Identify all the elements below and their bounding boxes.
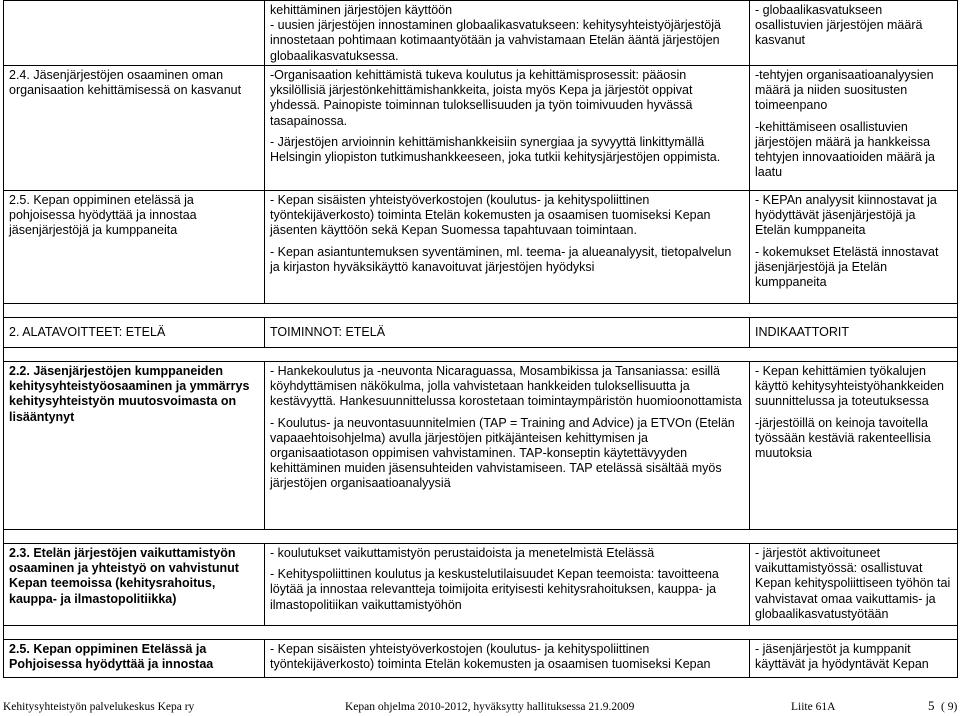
table-row [4,640,958,678]
activity-text: - Koulutus- ja neuvontasuunnitelmien (TAP = Training and Advice) ja ETVOn (Etelän vapaaehtoisohjelma) avulla järjestöjen pitkäjänteisen kehittymisen ja organisaatiotason oppimisen vahvistaminen. TAP-konseptin käytettävyyden kehittäminen muiden jäsensuhteiden vahvistamiseen. TAP etelässä sisältää myös järjestöjen organisaatioanalyysiä [270,415,735,491]
activity-text: - Järjestöjen arvioinnin kehittämishankkeisiin synergiaa ja syvyyttä linkittymällä Helsingin yliopiston tutkimushankkeeseen, joka tutkii kehitysjärjestöjen oppimista. [270,134,721,165]
header-activities: TOIMINNOT: ETELÄ [265,318,750,348]
indicators-cell [750,640,958,678]
activities-cell [265,191,750,304]
goal-cell [4,544,265,626]
footer-page-number: 5 [928,698,935,713]
indicators-cell [750,1,958,66]
table-row [4,1,958,66]
activity-text: - Kepan asiantuntemuksen syventäminen, ml. teema- ja alueanalyysit, tietopalvelun ja kirjaston hyväksikäyttö kanavoituvat järjestöjen hyödyksi [270,244,732,274]
spacer-row [4,348,958,362]
goal-cell [4,1,265,66]
table-row [4,544,958,626]
indicators-cell [750,66,958,191]
indicator-text: -kehittämiseen osallistuvien järjestöjen määrä ja hankkeissa tehtyjen innovaatioiden määrä ja laatu [755,119,935,180]
footer-appendix: Liite 61A [791,701,836,713]
activities-cell [265,640,750,678]
goal-text: 2.2. Jäsenjärjestöjen kumppaneiden kehitysyhteistyöosaaminen ja ymmärrys kehitysyhteistyön muutosvoimasta on lisääntynyt [9,364,250,424]
header-goals: 2. ALATAVOITTEET: ETELÄ [4,318,265,348]
goal-cell [4,640,265,678]
activity-text: - Kepan sisäisten yhteistyöverkostojen (koulutus- ja kehityspoliittinen työntekijäverkosto) toiminta Etelän kokemusten ja osaamisen tuomiseksi Kepan [270,642,711,672]
table-row [4,66,958,191]
indicator-text: - KEPAn analyysit kiinnostavat ja hyödyttävät jäsenjärjestöjä ja Etelän kumppaneita [755,193,937,238]
goal-text: 2.5. Kepan oppiminen Etelässä ja Pohjoisessa hyödyttää ja innostaa [9,642,214,672]
goal-cell [4,66,265,191]
program-table [3,0,958,678]
indicator-text: - Kepan kehittämien työkalujen käyttö kehitysyhteistyöhankkeiden suunnittelussa ja toteutuksessa [755,364,944,409]
indicator-text: -järjestöillä on keinoja tavoitella työssään kestäviä rakenteellisia muutoksia [755,415,931,461]
indicator-text: -tehtyjen organisaatioanalyysien määrä ja niiden suositusten toimeenpano [755,68,934,113]
spacer-row [4,626,958,640]
table-gap [4,304,958,318]
goal-text: 2.4. Jäsenjärjestöjen osaaminen oman organisaation kehittämisessä on kasvanut [9,68,242,98]
activities-cell [265,1,750,66]
activity-text: -Organisaation kehittämistä tukeva koulutus ja kehittämisprosessit: pääosin yksilöllisiä järjestönkehittämishankkeita, joista myös Kepa ja järjestöt oppivat yhdessä. Painopiste toiminnan tuloksellisuuden ja työn toimivuuden hyvässä tasapainossa. [270,68,693,128]
indicator-text: - jäsenjärjestöt ja kumppanit käyttävät ja hyödyntävät Kepan [755,642,929,672]
header-indicators: INDIKAATTORIT [750,318,958,348]
indicators-cell [750,544,958,626]
section-header-row [4,318,958,348]
activity-text: - Kehityspoliittinen koulutus ja keskustelutilaisuudet Kepan teemoista: tavoitteena löytää ja innostaa relevantteja toimijoita erityisesti kehitysrahoituksen, kauppa- ja ilmastopolitiikan vaikuttamistyöhön [270,567,719,612]
table-gap [4,348,958,362]
footer-page-total: ( 9) [941,701,958,713]
activity-text: kehittäminen järjestöjen käyttöön - uusien järjestöjen innostaminen globaalikasvatukseen: kehitysyhteistyöjärjestöjä innostetaan pohtimaan kotimaantyötään ja vahvistamaan Etelän ääntä järjestöjen globaalikasvatuksessa. [270,3,721,63]
activity-text: - koulutukset vaikuttamistyön perustaidoista ja menetelmistä Etelässä [270,546,655,560]
spacer-row [4,530,958,544]
indicator-text: - kokemukset Etelästä innostavat jäsenjärjestöjä ja Etelän kumppaneita [755,244,939,290]
table-row [4,362,958,530]
goal-cell [4,191,265,304]
goal-text: 2.3. Etelän järjestöjen vaikuttamistyön osaaminen ja yhteistyö on vahvistunut Kepan teemoissa (kehitysrahoitus, kauppa- ja ilmastopolitiikka) [9,546,239,606]
footer-organization: Kehitysyhteistyön palvelukeskus Kepa ry [3,701,195,713]
activities-cell [265,66,750,191]
indicators-cell [750,191,958,304]
activity-text: - Kepan sisäisten yhteistyöverkostojen (koulutus- ja kehityspoliittinen työntekijäverkosto) toiminta Etelän kokemusten ja osaamisen tuomiseksi Kepan jäsenten käyttöön sekä Kepan Suomessa tapahtuvaan toimintaan. [270,193,711,238]
table-row [4,191,958,304]
indicators-cell [750,362,958,530]
page-footer [3,696,957,714]
indicator-text: - järjestöt aktivoituneet vaikuttamistyössä: osallistuvat Kepan kehityspoliittiseen työhön tai vahvistavat omaa vaikuttamis- ja globaalikasvatustyötään [755,546,951,621]
goal-text: 2.5. Kepan oppiminen etelässä ja pohjoisessa hyödyttää ja innostaa jäsenjärjestöjä ja kumppaneita [9,193,197,238]
table-gap [4,626,958,640]
table-gap [4,530,958,544]
activity-text: - Hankekoulutus ja -neuvonta Nicaraguassa, Mosambikissa ja Tansaniassa: esillä köyhdyttämisen näkökulma, jolla vahvistetaan hankkeiden tuloksellisuutta ja kestävyyttä. Hankesuunnittelussa korostetaan toimintaympäristön huomioonottamista [270,364,742,409]
activities-cell [265,362,750,530]
indicator-text: - globaalikasvatukseen osallistuvien järjestöjen määrä kasvanut [755,3,923,48]
goal-cell [4,362,265,530]
activities-cell [265,544,750,626]
footer-document-title: Kepan ohjelma 2010-2012, hyväksytty hallituksessa 21.9.2009 [345,701,635,713]
spacer-row [4,304,958,318]
